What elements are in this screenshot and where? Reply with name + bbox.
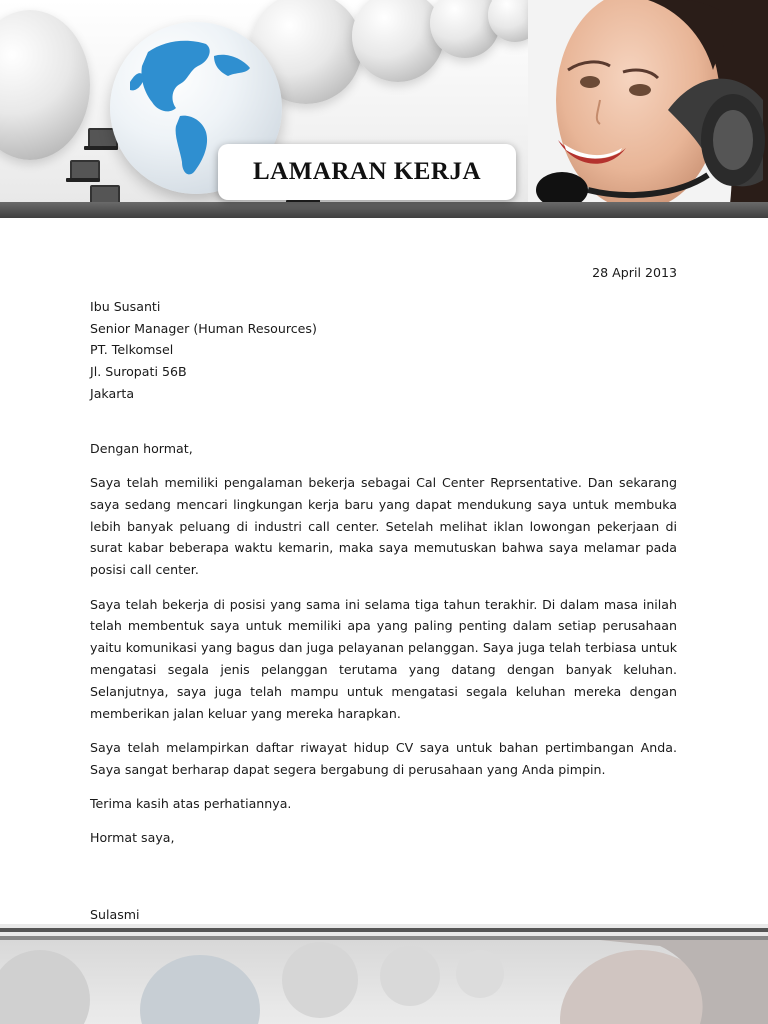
signature-space xyxy=(90,861,677,904)
call-center-agent-photo xyxy=(528,0,768,218)
letter-body xyxy=(90,262,677,926)
header-band xyxy=(0,202,768,218)
paragraph: Saya telah bekerja di posisi yang sama ini selama tiga tahun terakhir. Di dalam masa inilah telah membentuk saya untuk memiliki apa yang paling penting dalam setiap perusahaan yaitu komunikasi yang bagus dan juga pelayanan pelanggan. Saya juga telah terbiasa untuk mengatasi segala jenis pelanggan terutama yang datang dengan banyak keluhan. Selanjutnya, saya juga telah mampu untuk mengatasi segala keluhan mereka dengan memberikan jalan keluar yang mereka harapkan. xyxy=(90,596,677,721)
recipient-street: Jl. Suropati 56B xyxy=(90,364,187,380)
header-banner xyxy=(0,0,768,218)
sphere-decoration xyxy=(0,10,90,160)
recipient-city: Jakarta xyxy=(90,385,135,401)
paragraph: Saya telah melampirkan daftar riwayat hidup CV saya untuk bahan pertimbangan Anda. Saya sangat berharap dapat segera bergabung di perusahaan yang Anda pimpin. xyxy=(90,739,677,777)
salutation: Dengan hormat, xyxy=(90,440,193,456)
footer-faded-image xyxy=(0,940,768,1024)
letter-date: 28 April 2013 xyxy=(592,265,677,280)
closing: Hormat saya, xyxy=(90,830,175,846)
laptop-icon xyxy=(70,160,100,180)
recipient-address xyxy=(90,296,677,405)
sphere-decoration xyxy=(352,0,444,82)
recipient-name: Ibu Susanti xyxy=(90,298,161,314)
thank-you-line: Terima kasih atas perhatiannya. xyxy=(90,795,292,811)
title-box xyxy=(218,144,516,200)
footer-banner xyxy=(0,924,768,1024)
paragraph: Saya telah memiliki pengalaman bekerja sebagai Cal Center Reprsentative. Dan sekarang saya sedang mencari lingkungan kerja baru yang dapat mendukung saya untuk membuka lebih banyak peluang di industri call center. Setelah melihat iklan lowongan pekerjaan di surat kabar beberapa waktu kemarin, maka saya memutuskan bahwa saya melamar pada posisi call center. xyxy=(90,475,677,578)
signature-name: Sulasmi xyxy=(90,907,140,923)
recipient-position: Senior Manager (Human Resources) xyxy=(90,320,317,336)
page-title: LAMARAN KERJA xyxy=(252,158,482,185)
footer-band xyxy=(0,928,768,932)
recipient-company: PT. Telkomsel xyxy=(90,342,174,358)
